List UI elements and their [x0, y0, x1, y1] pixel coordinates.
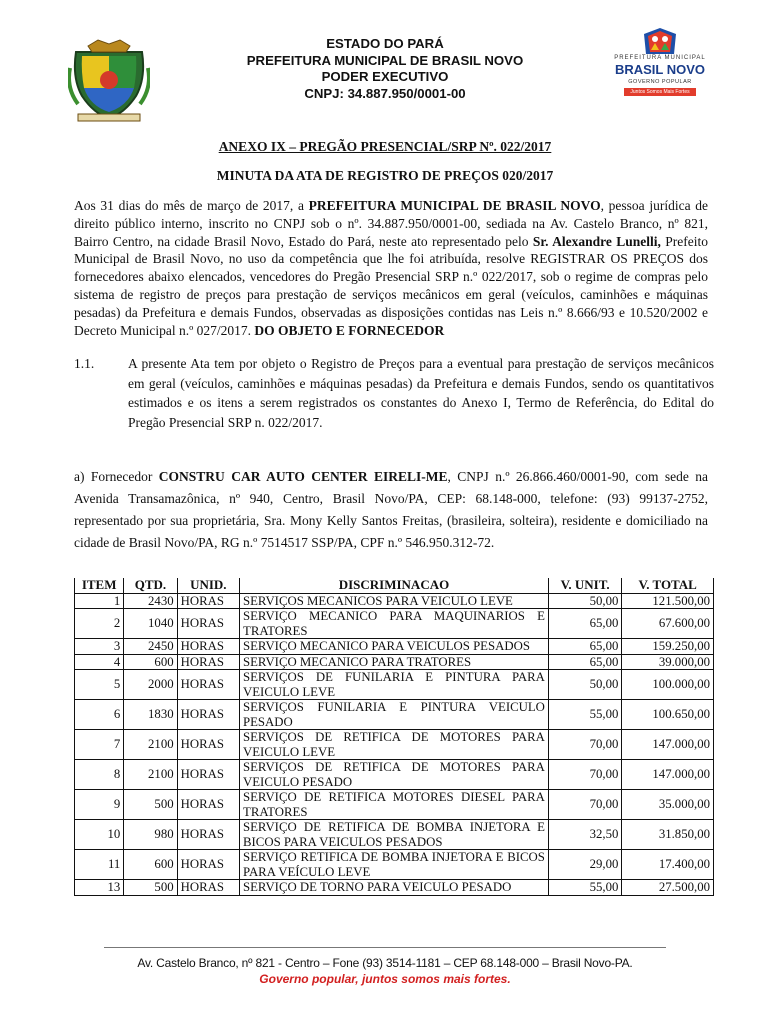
cell-unid: HORAS: [177, 700, 239, 730]
cell-vu: 50,00: [548, 670, 621, 700]
logo-prefix: PREFEITURA MUNICIPAL: [614, 55, 706, 61]
footer-address: Av. Castelo Branco, nº 821 - Centro – Fone (93) 3514-1181 – CEP 68.148-000 – Brasil Novo-PA.: [137, 956, 633, 970]
cell-desc: SERVIÇOS DE RETIFICA DE MOTORES PARA VEICULO LEVE: [240, 730, 549, 760]
cell-vu: 65,00: [548, 609, 621, 639]
cell-qtd: 2430: [124, 593, 177, 609]
cell-unid: HORAS: [177, 760, 239, 790]
intro-text-a: Aos 31 dias do mês de março de 2017, a: [74, 198, 309, 213]
cell-qtd: 2100: [124, 760, 177, 790]
cell-vt: 67.600,00: [622, 609, 714, 639]
cell-item: 9: [75, 790, 124, 820]
intro-prefecture: PREFEITURA MUNICIPAL DE BRASIL NOVO: [308, 198, 601, 213]
cell-qtd: 1040: [124, 609, 177, 639]
cell-item: 3: [75, 639, 124, 655]
cell-qtd: 600: [124, 850, 177, 880]
intro-text-c: , pessoa jurídica de direito público interno, inscrito no CNPJ sob o nº. 34.887.950/0001-00, sediada na Av. Castelo Branco, nº 821, Bairro Centro, na cidade Brasil Novo, Estado do Pará, neste ato representado pelo: [74, 198, 709, 249]
logo-bar: Juntos Somos Mais Fortes: [624, 88, 696, 96]
cell-qtd: 2100: [124, 730, 177, 760]
cell-qtd: 600: [124, 654, 177, 670]
footer-slogan: Governo popular, juntos somos mais fortes.: [259, 972, 511, 986]
header-power: PODER EXECUTIVO: [321, 69, 449, 84]
intro-text-e: Prefeito Municipal de Brasil Novo, no uso da competência que lhe foi atribuída, resolve REGISTRAR OS PREÇOS dos fornecedores abaixo elencados, vencedores do Pregão Presencial SRP n.º 022/2017, sob o regime de compras pelo sistema de registro de preços para prestação de serviços mecânicos em geral (veículos, caminhões e máquinas pesadas) da Prefeitura e demais Fundos, observadas as disposições contidas nas Leis n.º 8.666/93 e 10.520/2002 e Decreto Municipal n.º 027/2017.: [74, 233, 708, 338]
cell-qtd: 500: [124, 790, 177, 820]
footer-divider: [104, 947, 666, 948]
cell-unid: HORAS: [177, 670, 239, 700]
logo-name-novo: NOVO: [666, 62, 706, 77]
cell-qtd: 1830: [124, 700, 177, 730]
cell-qtd: 500: [124, 880, 177, 896]
cell-vt: 121.500,00: [622, 593, 714, 609]
cell-vu: 65,00: [548, 639, 621, 655]
table-row: [75, 700, 714, 730]
table-row: [75, 593, 714, 609]
cell-unid: HORAS: [177, 654, 239, 670]
cell-desc: SERVIÇO MECANICO PARA TRATORES: [240, 654, 549, 670]
cell-item: 11: [75, 850, 124, 880]
header-cnpj: CNPJ: 34.887.950/0001-00: [304, 85, 466, 101]
cell-vt: 39.000,00: [622, 654, 714, 670]
table-row: [75, 609, 714, 639]
header-block: [180, 36, 590, 102]
cell-vu: 70,00: [548, 790, 621, 820]
cell-item: 10: [75, 820, 124, 850]
cell-item: 1: [75, 593, 124, 609]
clause-text: A presente Ata tem por objeto o Registro de Preços para a eventual para prestação de serviços mecânicos em geral (veículos, caminhões e máquinas pesadas) da Prefeitura e demais Fundos, sendo os quantitativos estimados e os itens a serem registrados os constantes do Anexo I, Termo de Referência, do Edital do Pregão Presencial SRP n. 022/2017.: [128, 356, 714, 430]
table-row: [75, 820, 714, 850]
cell-vu: 55,00: [548, 880, 621, 896]
cell-desc: SERVIÇO DE RETIFICA MOTORES DIESEL PARA TRATORES: [240, 790, 549, 820]
table-header-row: [75, 578, 714, 593]
col-item-header: ITEM: [75, 578, 124, 593]
cell-vt: 35.000,00: [622, 790, 714, 820]
cell-qtd: 2450: [124, 639, 177, 655]
cell-vu: 32,50: [548, 820, 621, 850]
cell-vu: 50,00: [548, 593, 621, 609]
clause-1-1: [74, 354, 714, 432]
cell-item: 7: [75, 730, 124, 760]
cell-item: 4: [75, 654, 124, 670]
annex-title: ANEXO IX – PREGÃO PRESENCIAL/SRP Nº. 022/2017: [218, 139, 552, 154]
header-prefecture: PREFEITURA MUNICIPAL DE BRASIL NOVO: [246, 52, 524, 68]
table-row: [75, 880, 714, 896]
cell-vu: 29,00: [548, 850, 621, 880]
cell-desc: SERVIÇOS MECANICOS PARA VEICULO LEVE: [240, 593, 549, 609]
intro-paragraph: [74, 197, 708, 339]
cell-vu: 55,00: [548, 700, 621, 730]
header-state: ESTADO DO PARÁ: [326, 36, 444, 51]
cell-item: 8: [75, 760, 124, 790]
cell-item: 6: [75, 700, 124, 730]
col-qtd-header: QTD.: [124, 578, 177, 593]
table-row: [75, 639, 714, 655]
cell-unid: HORAS: [177, 609, 239, 639]
cell-qtd: 980: [124, 820, 177, 850]
cell-vt: 159.250,00: [622, 639, 714, 655]
cell-desc: SERVIÇOS DE RETIFICA DE MOTORES PARA VEICULO PESADO: [240, 760, 549, 790]
cell-unid: HORAS: [177, 850, 239, 880]
cell-vt: 17.400,00: [622, 850, 714, 880]
supplier-name: CONSTRU CAR AUTO CENTER EIRELI-ME: [158, 469, 448, 484]
intro-mayor: Sr. Alexandre Lunelli,: [532, 233, 661, 249]
cell-item: 2: [75, 609, 124, 639]
cell-unid: HORAS: [177, 730, 239, 760]
col-vtotal-header: V. TOTAL: [622, 578, 714, 593]
table-row: [75, 730, 714, 760]
table-row: [75, 654, 714, 670]
logo-name-brasil: BRASIL: [614, 62, 664, 77]
cell-vu: 65,00: [548, 654, 621, 670]
items-table: [74, 578, 714, 896]
cell-unid: HORAS: [177, 820, 239, 850]
cell-desc: SERVIÇO MECANICO PARA MAQUINARIOS E TRATORES: [240, 609, 549, 639]
cell-desc: SERVIÇOS FUNILARIA E PINTURA VEICULO PESADO: [240, 700, 549, 730]
cell-qtd: 2000: [124, 670, 177, 700]
cell-unid: HORAS: [177, 880, 239, 896]
cell-desc: SERVIÇO DE TORNO PARA VEICULO PESADO: [240, 880, 549, 896]
cell-vt: 147.000,00: [622, 760, 714, 790]
cell-vt: 31.850,00: [622, 820, 714, 850]
cell-unid: HORAS: [177, 639, 239, 655]
clause-number: 1.1.: [74, 356, 95, 371]
cell-vt: 147.000,00: [622, 730, 714, 760]
cell-desc: SERVIÇO MECANICO PARA VEICULOS PESADOS: [240, 639, 549, 655]
cell-desc: SERVIÇOS DE FUNILARIA E PINTURA PARA VEICULO LEVE: [240, 670, 549, 700]
cell-item: 5: [75, 670, 124, 700]
cell-unid: HORAS: [177, 790, 239, 820]
cell-vu: 70,00: [548, 760, 621, 790]
cell-unid: HORAS: [177, 593, 239, 609]
table-row: [75, 790, 714, 820]
cell-vt: 27.500,00: [622, 880, 714, 896]
cell-desc: SERVIÇO DE RETIFICA DE BOMBA INJETORA E BICOS PARA VEICULOS PESADOS: [240, 820, 549, 850]
cell-vu: 70,00: [548, 730, 621, 760]
cell-vt: 100.650,00: [622, 700, 714, 730]
municipal-crest-icon: [68, 38, 150, 122]
table-row: [75, 850, 714, 880]
col-vunit-header: V. UNIT.: [548, 578, 621, 593]
cell-vt: 100.000,00: [622, 670, 714, 700]
logo-name: [612, 62, 708, 77]
supplier-paragraph: [74, 466, 708, 554]
supplier-text-a: a) Fornecedor: [74, 469, 159, 484]
logo-slogan: GOVERNO POPULAR: [628, 79, 692, 85]
table-row: [75, 760, 714, 790]
supplier-text-c: , CNPJ n.º 26.866.460/0001-90, com sede na Avenida Transamazônica, nº 940, Centro, Brasil Novo/PA, CEP: 68.148-000, telefone: (93) 99137-2752, representado por sua proprietária, Sra. Mony Kelly Santos Freitas, (brasileira, solteira), residente e domiciliado na cidade de Brasil Novo/PA, RG n.º 7514517 SSP/PA, CPF n.º 546.950.312-72.: [74, 469, 709, 550]
cell-desc: SERVIÇO RETIFICA DE BOMBA INJETORA E BICOS PARA VEÍCULO LEVE: [240, 850, 549, 880]
cell-item: 13: [75, 880, 124, 896]
intro-section-heading: DO OBJETO E FORNECEDOR: [254, 322, 445, 338]
col-desc-header: DISCRIMINACAO: [240, 578, 549, 593]
col-unid-header: UNID.: [177, 578, 239, 593]
table-row: [75, 670, 714, 700]
minuta-title: MINUTA DA ATA DE REGISTRO DE PREÇOS 020/2017: [216, 168, 554, 183]
brasil-novo-logo-icon: [638, 26, 682, 56]
